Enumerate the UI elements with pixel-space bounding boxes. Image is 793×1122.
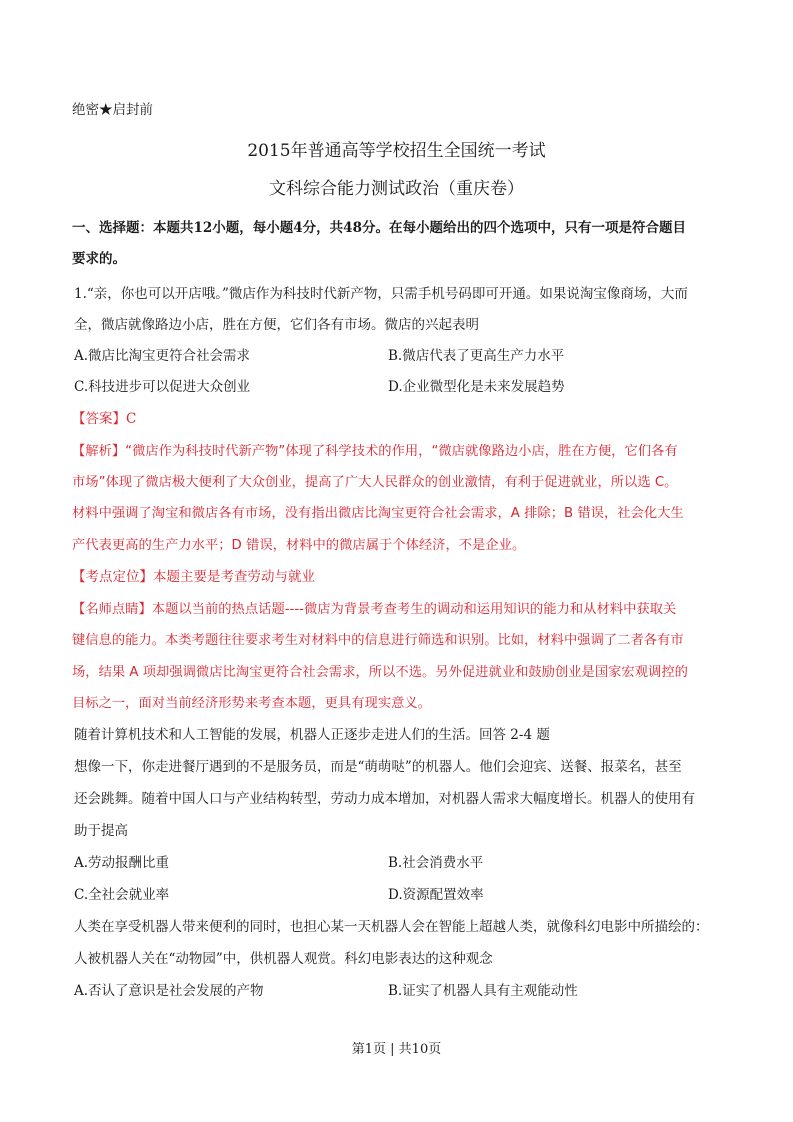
q1-stem-line2: 全，微店就像路边小店，胜在方便，它们各有市场。微店的兴起表明	[74, 317, 479, 333]
q2-option-b: B.社会消费水平	[388, 855, 484, 871]
q1-option-c: C.科技进步可以促进大众创业	[74, 379, 251, 395]
q1-analysis-line2: 市场”体现了微店极大便利了大众创业，提高了广大人民群众的创业激情，有利于促进就业，所以选 C。	[72, 475, 678, 490]
q1-answer: 【答案】C	[72, 411, 137, 427]
q2-option-c: C.全社会就业率	[74, 887, 170, 903]
exam-subtitle: 文科综合能力测试政治（重庆卷）	[269, 179, 524, 199]
q1-option-a: A.微店比淘宝更符合社会需求	[74, 348, 251, 364]
q3-options-row1	[74, 976, 726, 1007]
exam-title: 2015年普通高等学校招生全国统一考试	[247, 141, 546, 161]
q2-stem-line3: 助于提高	[74, 823, 128, 839]
q1-analysis-line3: 材料中强调了淘宝和微店各有市场，没有指出微店比淘宝更符合社会需求，A 排除；B 错误，社会化大生	[72, 506, 684, 521]
q1-analysis-line4: 产代表更高的生产力水平；D 错误，材料中的微店属于个体经济，不是企业。	[72, 538, 526, 553]
q1-analysis-line1: 【解析】“微店作为科技时代新产物”体现了科学技术的作用，“微店就像路边小店，胜在方便，它们各有	[72, 444, 678, 459]
section-heading-line2: 要求的。	[72, 251, 126, 267]
confidential-label: 绝密★启封前	[72, 102, 153, 118]
q1-comment-line4: 目标之一，面对当前经济形势来考查本题，更具有现实意义。	[72, 696, 432, 711]
q2-stem-line1: 想像一下，你走进餐厅遇到的不是服务员，而是“萌萌哒”的机器人。他们会迎宾、送餐、报菜名，甚至	[74, 759, 682, 775]
q1-comment-line1: 【名师点睛】本题以当前的热点话题----微店为背景考查考生的调动和运用知识的能力和从材料中获取关	[72, 602, 677, 617]
page-footer: 第1页 | 共10页	[351, 1042, 442, 1057]
q2-options-row2	[74, 880, 726, 911]
q2-stem-line2: 还会跳舞。随着中国人口与产业结构转型，劳动力成本增加，对机器人需求大幅度增长。机器人的使用有	[74, 791, 695, 807]
q1-exam-point: 【考点定位】本题主要是考查劳动与就业	[72, 569, 315, 585]
q3-option-a: A.否认了意识是社会发展的产物	[74, 983, 264, 999]
section-heading-line1: 一、选择题：本题共12小题，每小题4分，共48分。在每小题给出的四个选项中，只有一项是符合题目	[72, 220, 686, 236]
q1-options-row2	[74, 372, 726, 403]
q3-stem-line1: 人类在享受机器人带来便利的同时，也担心某一天机器人会在智能上超越人类，就像科幻电影中所描绘的：	[74, 919, 709, 935]
q2-option-a: A.劳动报酬比重	[74, 855, 170, 871]
q1-stem-line1: 1.“亲，你也可以开店哦。”微店作为科技时代新产物，只需手机号码即可开通。如果说淘宝像商场，大而	[74, 286, 688, 302]
q1-option-d: D.企业微型化是未来发展趋势	[388, 379, 565, 395]
q1-comment-line2: 键信息的能力。本类考题往往要求考生对材料中的信息进行筛选和识别。比如，材料中强调了二者各有市	[72, 633, 684, 648]
q2-option-d: D.资源配置效率	[388, 887, 484, 903]
q3-stem-line2: 人被机器人关在“动物园”中，供机器人观赏。科幻电影表达的这种观念	[74, 951, 493, 967]
q1-option-b: B.微店代表了更高生产力水平	[388, 348, 565, 364]
q1-comment-line3: 场，结果 A 项却强调微店比淘宝更符合社会需求，所以不选。另外促进就业和鼓励创业是国家宏观调控的	[72, 665, 688, 680]
q2-4-intro: 随着计算机技术和人工智能的发展，机器人正逐步走进人们的生活。回答 2-4 题	[74, 727, 550, 743]
q2-options-row1	[74, 848, 726, 879]
q1-options-row1	[74, 341, 726, 372]
q3-option-b: B.证实了机器人具有主观能动性	[388, 983, 578, 999]
